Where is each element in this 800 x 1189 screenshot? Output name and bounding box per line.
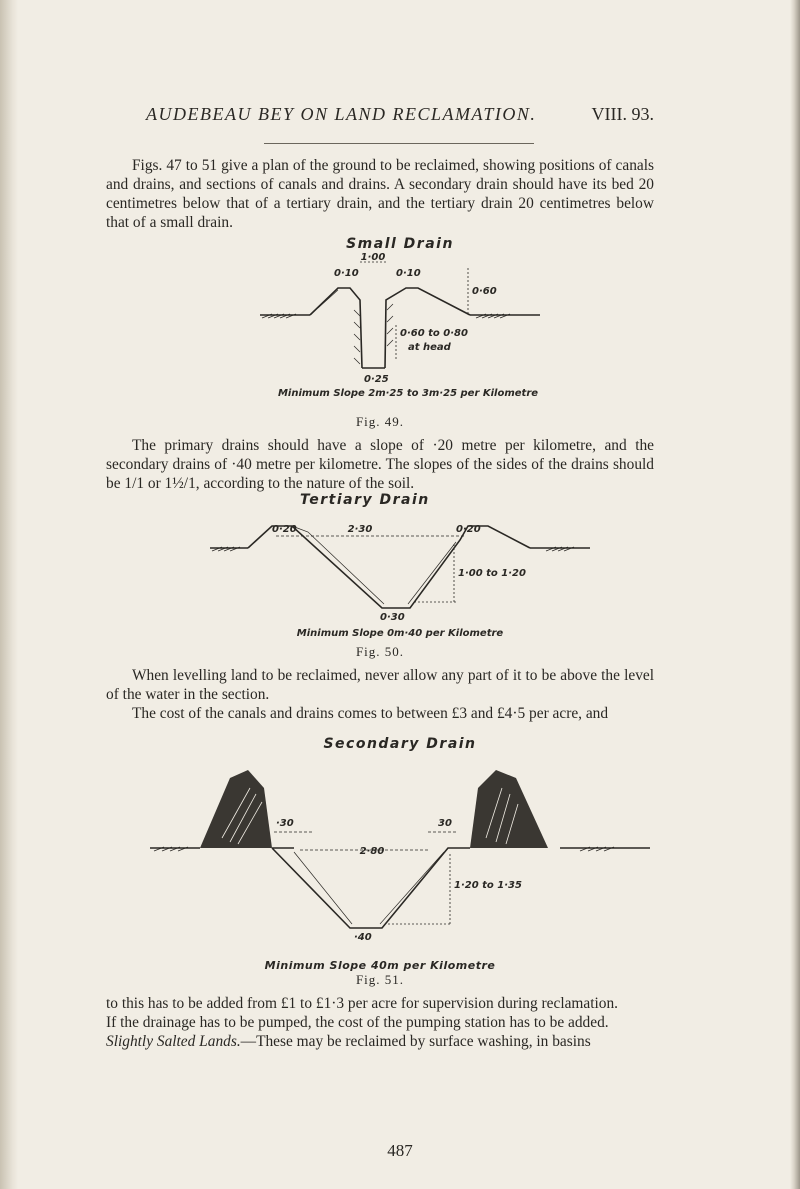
fig49-bottom-width: 0·25 [364,374,389,385]
fig51-berm-right: 30 [438,818,452,829]
fig49-berm-left: 0·10 [334,268,359,279]
slightly-salted-heading: Slightly Salted Lands. [106,1033,241,1050]
fig50-berm-right: 0·20 [456,524,481,535]
figure-49-small-drain [200,230,600,400]
figure-50-tertiary-drain [200,490,600,640]
fig50-top-width: 2·30 [347,524,373,535]
paragraph-cost: The cost of the canals and drains comes to between £3 and £4·5 per acre, and [132,705,609,722]
fig50-title: Tertiary Drain [300,492,430,508]
fig50-caption: Fig. 50. [355,644,405,659]
paragraph-supervision: to this has to be added from £1 to £1·3 per acre for supervision during reclamation. [106,995,619,1012]
fig49-depth-line2: at head [408,342,451,353]
paragraph-drain-slopes: The primary drains should have a slope of ·20 metre per kilometre, and the secondary drains of ·40 metre per kilometre. The slopes of the sides of the drains should be 1/1 or 1½/1, according to the nature of the soil. [106,437,654,492]
running-header [146,104,654,130]
tertiary-drain-diagram [200,490,600,640]
paragraph-figures-intro: Figs. 47 to 51 give a plan of the ground to be reclaimed, showing positions of canals and drains, and sections of canals and drains. A secondary drain should have its bed 20 centimetres below that of a tertiary drain, and the tertiary drain 20 centimetres below that of a small drain. [106,157,654,231]
page-right-edge [790,0,800,1189]
fig51-bottom-width: ·40 [354,932,372,943]
paragraph-slightly-salted [106,1032,654,1051]
fig51-caption: Fig. 51. [355,972,405,987]
slightly-salted-text: —These may be reclaimed by surface washing, in basins [240,1033,591,1050]
figure-51-secondary-drain [140,728,660,954]
page-reference: VIII. 93. [591,104,654,124]
page-number: 487 [387,1141,413,1160]
secondary-drain-diagram [140,728,660,954]
small-drain-diagram [200,230,600,400]
fig50-berm-left: 0·20 [272,524,297,535]
fig51-berm-left: ·30 [276,818,294,829]
paragraph-pumping: If the drainage has to be pumped, the cost of the pumping station has to be added. [106,1014,609,1031]
fig49-top-width: 1·00 [360,252,386,263]
paragraph-levelling: When levelling land to be reclaimed, never allow any part of it to be above the level of the water in the section. [106,667,654,703]
header-rule [264,143,534,144]
page-left-edge [0,0,18,1189]
fig49-depth-line1: 0·60 to 0·80 [400,328,468,339]
fig50-depth: 1·00 to 1·20 [458,568,526,579]
fig49-berm-right: 0·10 [396,268,421,279]
fig51-top-width: 2·80 [359,846,385,857]
fig49-bank-height: 0·60 [472,286,497,297]
fig49-caption: Fig. 49. [355,414,405,429]
fig51-title: Secondary Drain [323,736,477,752]
fig49-title: Small Drain [346,236,454,252]
fig50-slope-text: Minimum Slope 0m·40 per Kilometre [296,628,504,639]
fig50-bottom-width: 0·30 [380,612,405,623]
running-title: AUDEBEAU BEY ON LAND RECLAMATION. [146,104,537,124]
fig49-slope-text: Minimum Slope 2m·25 to 3m·25 per Kilometre [277,388,539,399]
fig51-depth: 1·20 to 1·35 [454,880,522,891]
fig51-slope-text: Minimum Slope 40m per Kilometre [264,959,496,972]
